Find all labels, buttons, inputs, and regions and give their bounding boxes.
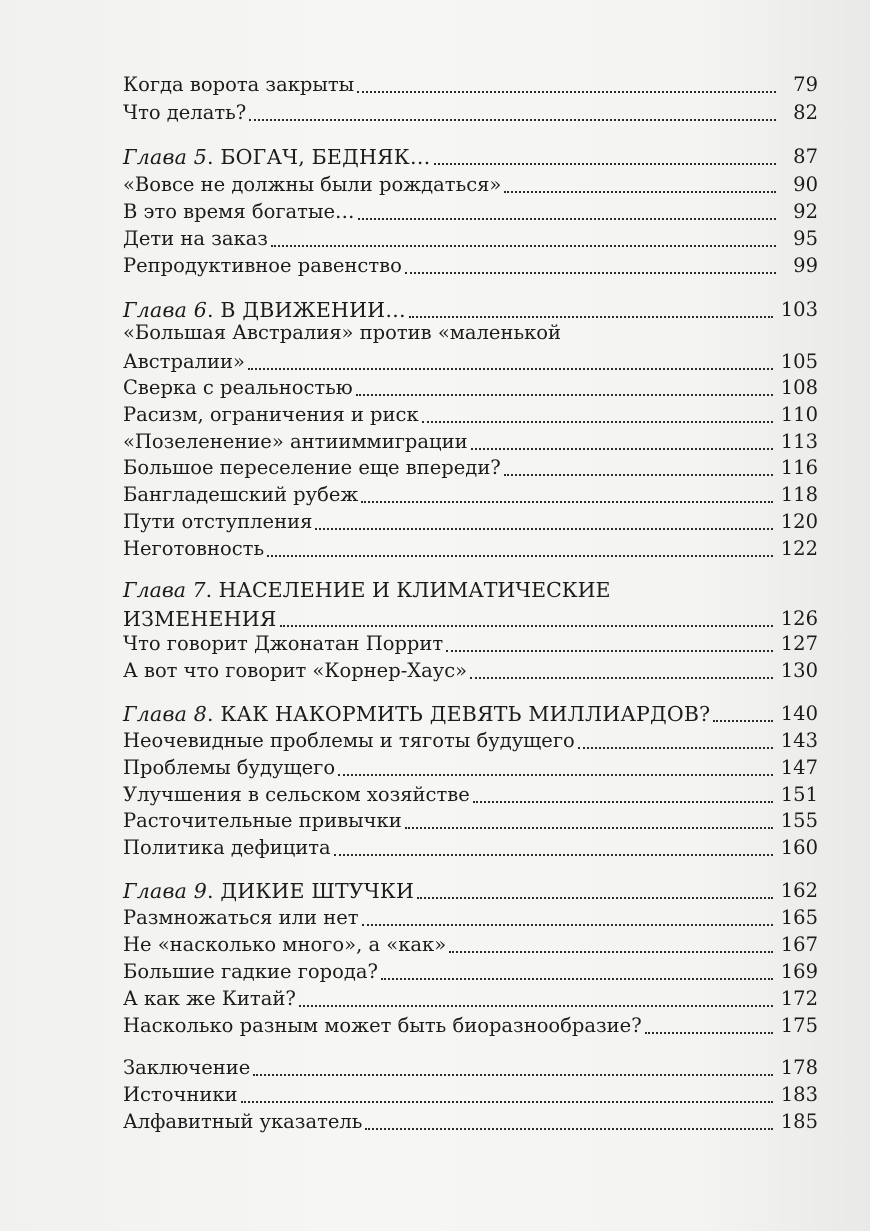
toc-entry-title: Большое переселение еще впереди?: [123, 456, 501, 479]
toc-entry-title: Что говорит Джонатан Поррит: [123, 632, 444, 655]
toc-page-number: 151: [780, 783, 818, 806]
toc-entry: [123, 400, 818, 428]
toc-entry: [123, 1011, 818, 1039]
toc-entry: [123, 480, 818, 508]
toc-entry: [123, 806, 818, 834]
dot-leader: [280, 625, 773, 627]
toc-entry: [123, 170, 818, 198]
dot-leader: [358, 218, 776, 220]
toc-page-number: 140: [780, 702, 818, 725]
toc-entry-title: Источники: [123, 1083, 238, 1106]
toc-page-number: 122: [780, 537, 818, 560]
dot-leader: [422, 421, 773, 423]
toc-page-number: 143: [780, 729, 818, 752]
toc-entry-title: Что делать?: [123, 101, 247, 124]
dot-leader: [267, 555, 773, 557]
chapter-title: . ДИКИЕ ШТУЧКИ: [206, 879, 415, 903]
toc-entry: [123, 1080, 818, 1108]
toc-entry: [123, 507, 818, 535]
dot-leader: [356, 394, 773, 396]
dot-leader: [334, 854, 773, 856]
toc-entry-title: Сверка с реальностью: [123, 376, 353, 399]
toc-entry: [123, 453, 818, 481]
toc-entry-title: Австралии»: [123, 350, 245, 373]
toc-entry: [123, 251, 818, 279]
toc-entry-title: «Вовсе не должны были рождаться»: [123, 173, 502, 196]
toc-entry: [123, 224, 818, 252]
toc-entry: [123, 726, 818, 754]
toc-entry-title: А вот что говорит «Корнер-Хаус»: [123, 659, 468, 682]
toc-entry: [123, 1053, 818, 1081]
toc-chapter-entry: [123, 142, 818, 170]
toc-entry-title: Когда ворота закрыты: [123, 73, 355, 96]
toc-page-number: 108: [780, 376, 818, 399]
chapter-prefix: Глава 8: [123, 702, 207, 726]
dot-leader: [473, 801, 773, 803]
toc-entry-title: Алфавитный указатель: [123, 1110, 363, 1133]
dot-leader: [357, 91, 776, 93]
chapter-prefix: Глава 7: [123, 578, 206, 602]
chapter-prefix: Глава 6: [123, 298, 207, 322]
toc-entry-title: Бангладешский рубеж: [123, 483, 359, 506]
toc-entry-title: Проблемы будущего: [123, 756, 336, 779]
toc-chapter-entry: [123, 604, 818, 632]
dot-leader: [381, 978, 773, 980]
toc-page-number: 116: [780, 456, 818, 479]
toc-page-number: 165: [780, 906, 818, 929]
toc-entry-title: Неготовность: [123, 537, 265, 560]
dot-leader: [315, 528, 772, 530]
toc-entry: [123, 780, 818, 808]
toc-entry: [123, 930, 818, 958]
toc-page-number: 105: [780, 350, 818, 373]
toc-entry-title: Расточительные привычки: [123, 809, 402, 832]
toc-entry-title: Дети на заказ: [123, 227, 268, 250]
dot-leader: [241, 1101, 773, 1103]
toc-entry-title-line1: «Большая Австралия» против «маленькой: [123, 321, 562, 344]
toc-page-number: 172: [780, 987, 818, 1010]
toc-entry-title: Улучшения в сельском хозяйстве: [123, 783, 470, 806]
chapter-heading: [123, 878, 414, 904]
toc-page-number: 155: [780, 809, 818, 832]
chapter-title: . В ДВИЖЕНИИ…: [206, 298, 406, 322]
chapter-title-line2: ИЗМЕНЕНИЯ: [123, 607, 277, 631]
toc-entry-title: Не «насколько много», а «как»: [123, 933, 447, 956]
dot-leader: [338, 774, 773, 776]
toc-page-number: 113: [780, 430, 818, 453]
toc-entry: [123, 753, 818, 781]
toc-entry-title: Пути отступления: [123, 510, 313, 533]
dot-leader: [417, 897, 773, 899]
toc-entry: [123, 629, 818, 657]
toc-entry: [123, 534, 818, 562]
toc-entry-title: «Позеленение» антииммиграции: [123, 430, 468, 453]
toc-entry-title: А как же Китай?: [123, 987, 296, 1010]
toc-page-number: 126: [780, 607, 818, 630]
toc-entry-title: Размножаться или нет: [123, 906, 359, 929]
toc-page-number: 110: [780, 403, 818, 426]
toc-entry: [123, 373, 818, 401]
toc-page-number: 185: [780, 1110, 818, 1133]
dot-leader: [713, 720, 772, 722]
dot-leader: [446, 650, 773, 652]
dot-leader: [409, 316, 773, 318]
dot-leader: [271, 245, 776, 247]
toc-chapter-entry: [123, 295, 818, 323]
dot-leader: [405, 827, 773, 829]
toc-entry-title: Расизм, ограничения и риск: [123, 403, 419, 426]
toc-entry: [123, 347, 818, 375]
toc-page-number: 127: [780, 632, 818, 655]
toc-page-number: 103: [780, 298, 818, 321]
toc-entry: [123, 656, 818, 684]
dot-leader: [361, 501, 772, 503]
toc-page-number: 167: [780, 933, 818, 956]
toc-entry-title: Репродуктивное равенство: [123, 254, 402, 277]
toc-page-number: 175: [780, 1014, 818, 1037]
dot-leader: [253, 1074, 772, 1076]
toc-entry: [123, 903, 818, 931]
dot-leader: [504, 191, 776, 193]
dot-leader: [362, 924, 773, 926]
dot-leader: [578, 747, 773, 749]
chapter-prefix: Глава 9: [123, 879, 207, 903]
toc-entry: [123, 70, 818, 98]
toc-entry: [123, 957, 818, 985]
chapter-title: . БОГАЧ, БЕДНЯК…: [206, 145, 431, 169]
toc-entry: [123, 197, 818, 225]
toc-page-number: 160: [780, 836, 818, 859]
dot-leader: [449, 951, 773, 953]
dot-leader: [248, 368, 773, 370]
toc-entry-title: Насколько разным может быть биоразнообразие?: [123, 1014, 642, 1037]
dot-leader: [434, 163, 776, 165]
chapter-heading: [123, 701, 710, 727]
toc-entry: [123, 98, 818, 126]
toc-page-number: 87: [793, 145, 818, 168]
chapter-heading-line1: [123, 577, 818, 605]
toc-page-number: 169: [780, 960, 818, 983]
toc-page-number: 79: [793, 73, 818, 96]
dot-leader: [645, 1032, 773, 1034]
toc-chapter-entry: [123, 876, 818, 904]
chapter-title: . КАК НАКОРМИТЬ ДЕВЯТЬ МИЛЛИАРДОВ?: [206, 702, 711, 726]
chapter-title: . НАСЕЛЕНИЕ И КЛИМАТИЧЕСКИЕ: [205, 578, 611, 602]
chapter-heading: [123, 144, 431, 170]
dot-leader: [470, 677, 773, 679]
toc-page-number: 118: [780, 483, 818, 506]
toc-page-number: 178: [780, 1056, 818, 1079]
dot-leader: [504, 474, 773, 476]
toc-entry: [123, 833, 818, 861]
dot-leader: [405, 272, 776, 274]
chapter-prefix: Глава 5: [123, 145, 207, 169]
dot-leader: [299, 1005, 773, 1007]
toc-entry-title: Заключение: [123, 1056, 251, 1079]
toc-entry-title: Политика дефицита: [123, 836, 331, 859]
toc-page-number: 82: [793, 101, 818, 124]
toc-page-number: 147: [780, 756, 818, 779]
toc-entry-title: Большие гадкие города?: [123, 960, 378, 983]
dot-leader: [471, 448, 773, 450]
toc-page-number: 162: [780, 879, 818, 902]
toc-page-number: 90: [793, 173, 818, 196]
dot-leader: [249, 119, 776, 121]
toc-entry: [123, 427, 818, 455]
toc-entry-title: Неочевидные проблемы и тяготы будущего: [123, 729, 575, 752]
toc-chapter-entry: [123, 699, 818, 727]
toc-page-number: 183: [780, 1083, 818, 1106]
toc-page-number: 99: [793, 254, 818, 277]
toc-entry: [123, 984, 818, 1012]
toc-page-number: 92: [793, 200, 818, 223]
toc-entry: [123, 1107, 818, 1135]
toc-page-number: 120: [780, 510, 818, 533]
toc-entry-title: В это время богатые…: [123, 200, 355, 223]
toc-page-number: 130: [780, 659, 818, 682]
toc-page-number: 95: [793, 227, 818, 250]
dot-leader: [365, 1128, 772, 1130]
